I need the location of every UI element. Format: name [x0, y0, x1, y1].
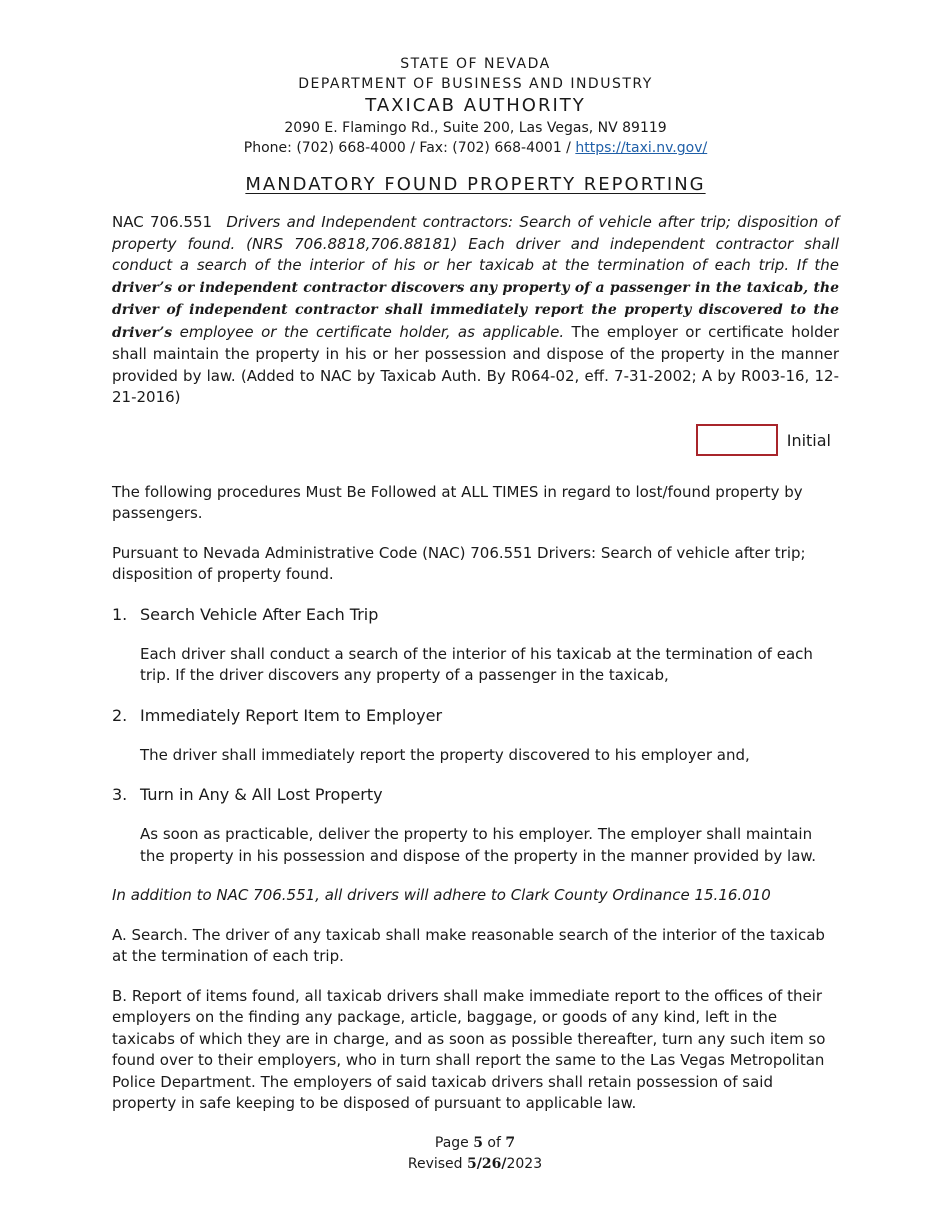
initial-box[interactable] — [696, 424, 778, 456]
nac-paragraph — [112, 212, 839, 409]
page-current: 5 — [473, 1135, 483, 1151]
phone-fax: Phone: (702) 668-4000 / Fax: (702) 668-4001 / — [243, 140, 576, 156]
ordinance-note: In addition to NAC 706.551, all drivers will adhere to Clark County Ordinance 15.16.010 — [112, 886, 771, 904]
revised-prefix: Revised — [407, 1156, 468, 1172]
item-body-3: As soon as practicable, deliver the property to his employer. The employer shall maintain the property in his possession and dispose of the property in the manner provided by law. — [140, 825, 817, 865]
document-page — [112, 54, 839, 1115]
section-a: A. Search. The driver of any taxicab shall make reasonable search of the interior of the taxicab at the termination of each trip. — [112, 925, 825, 965]
document-title — [112, 174, 839, 195]
agency-contact — [112, 138, 839, 158]
item-heading-3 — [112, 784, 839, 806]
item-body-1: Each driver shall conduct a search of the interior of his taxicab at the termination of each trip. If the driver discovers any property of a passenger in the taxicab, — [140, 644, 813, 684]
item-number: 2. — [112, 705, 128, 725]
page-prefix: Page — [434, 1135, 474, 1151]
letterhead — [112, 54, 839, 158]
section-b: B. Report of items found, all taxicab drivers shall make immediate report to the offices of their employers on the finding any package, article, baggage, or goods of any kind, left in the taxicabs of which they are in charge, and as soon as possible thereafter, turn any such item so found over to their employers, who in turn shall report the same to the Las Vegas Metropolitan Police Department. The employers of said taxicab drivers shall retain possession of said property in safe keeping to be disposed of pursuant to applicable law. — [112, 986, 826, 1112]
item-number: 3. — [112, 785, 128, 804]
intro-paragraph-2: Pursuant to Nevada Administrative Code (NAC) 706.551 Drivers: Search of vehicle after trip; disposition of property found. — [112, 543, 806, 583]
agency-name: TAXICAB AUTHORITY — [365, 95, 586, 116]
state-name: STATE OF NEVADA — [400, 56, 551, 72]
page-number — [0, 1133, 950, 1154]
item-body-2: The driver shall immediately report the property discovered to his employer and, — [140, 745, 750, 764]
item-heading-text: Search Vehicle After Each Trip — [140, 604, 379, 624]
department-name: DEPARTMENT OF BUSINESS AND INDUSTRY — [298, 76, 653, 92]
initial-label: Initial — [786, 430, 831, 450]
intro-paragraph-1: The following procedures Must Be Followed at ALL TIMES in regard to lost/found property by passengers. — [112, 482, 803, 522]
page-footer — [0, 1133, 950, 1175]
item-heading-text: Turn in Any & All Lost Property — [140, 785, 383, 804]
item-heading-text: Immediately Report Item to Employer — [140, 705, 443, 725]
revision-date — [0, 1154, 950, 1175]
nac-italic-text: Drivers and Independent contractors: Search of vehicle after trip; disposition of property found. (NRS 706.8818,706.88181) Each driver and independent contractor shall conduct a search of the interior of his or her taxicab at the termination of each trip. If the — [112, 213, 839, 274]
document-title-text: MANDATORY FOUND PROPERTY REPORTING — [245, 174, 706, 195]
nac-code: NAC 706.551 — [112, 213, 213, 231]
nac-serif-text: driver’s or independent contractor discovers any property of a passenger in the taxicab, the driver of independent contractor shall immediately report the property discovered to the driver’s — [112, 279, 839, 341]
page-total: 7 — [505, 1135, 516, 1151]
agency-address: 2090 E. Flamingo Rd., Suite 200, Las Vegas, NV 89119 — [284, 120, 667, 136]
item-heading-2 — [112, 705, 839, 727]
nac-italic-text-2: employee or the certificate holder, as applicable. — [179, 322, 565, 341]
page-of: of — [482, 1135, 506, 1151]
website-link[interactable]: https://taxi.nv.gov/ — [575, 140, 708, 156]
nac-plain-text: The employer or certificate holder shall maintain the property in his or her possession and dispose of the property in the manner provided by law. (Added to NAC by Taxicab Auth. By R064-02, eff. 7-31-2002; A by R003-16, 12-21-2016) — [112, 322, 839, 406]
item-heading-1 — [112, 604, 839, 626]
item-number: 1. — [112, 604, 128, 624]
revised-date-bold: 5/26/ — [467, 1156, 507, 1172]
initial-row — [112, 424, 839, 464]
revised-year: 2023 — [506, 1156, 543, 1172]
